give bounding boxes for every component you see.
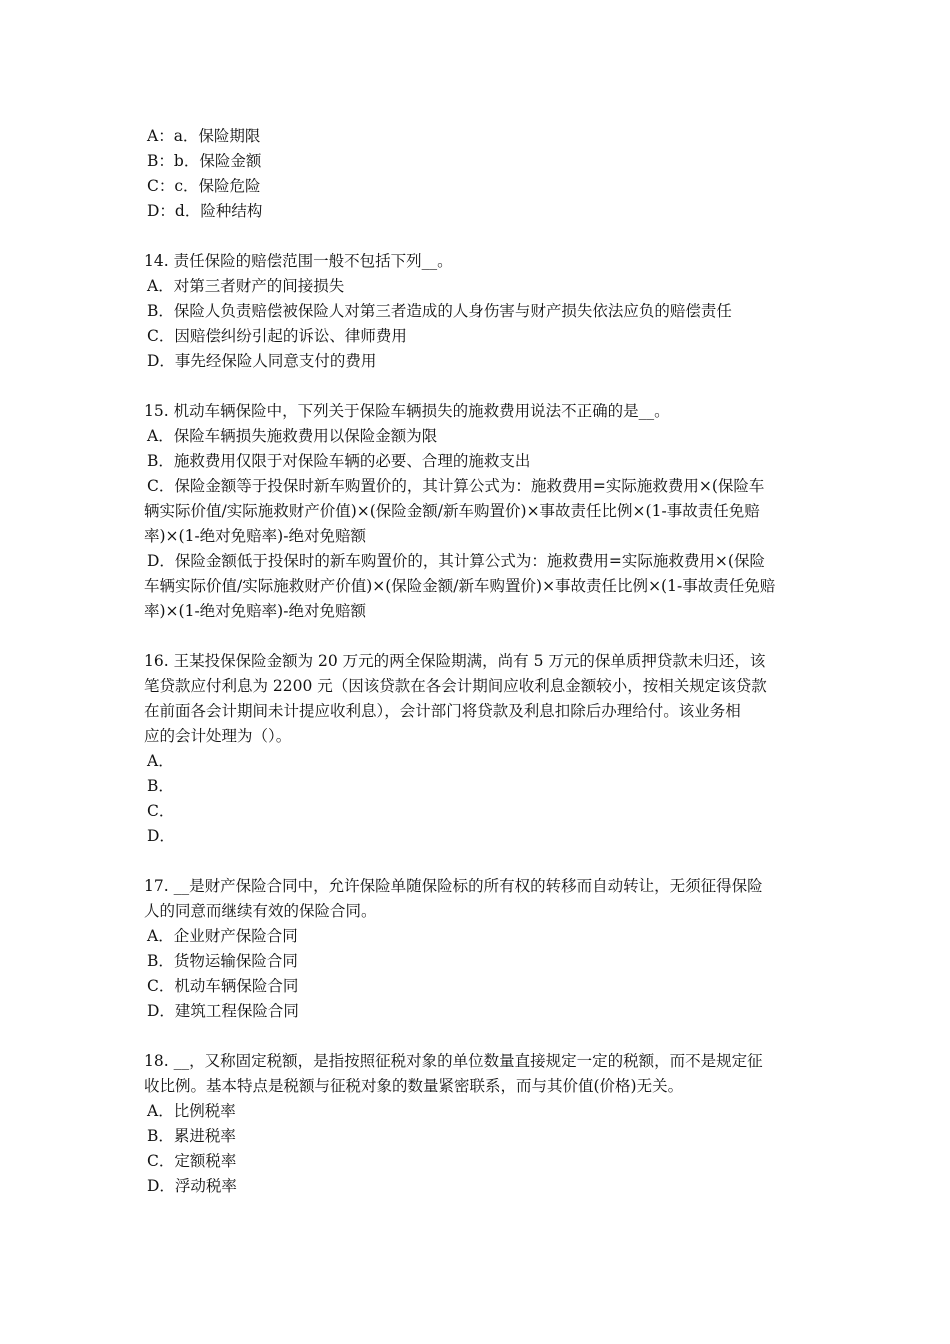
option-b: B．保险人负责赔偿被保险人对第三者造成的人身伤害与财产损失依法应负的赔偿责任	[147, 302, 732, 320]
option-a: A．对第三者财产的间接损失	[147, 277, 345, 295]
option-line: C．保险金额等于投保时新车购置价的，其计算公式为：施救费用=实际施救费用×(保险车	[147, 477, 765, 495]
option-d: D．	[147, 827, 175, 845]
option-b: B．货物运输保险合同	[147, 952, 298, 970]
option-b: B：b．保险金额	[147, 152, 262, 170]
option-a: A．企业财产保险合同	[147, 927, 298, 945]
stem-line: 应的会计处理为（）。	[144, 727, 292, 745]
question-14	[144, 249, 809, 374]
option-b: B．施救费用仅限于对保险车辆的必要、合理的施救支出	[147, 452, 531, 470]
option-line: 率)×(1-绝对免赔率)-绝对免赔额	[144, 527, 366, 545]
question-16	[144, 649, 809, 849]
option-line: 率)×(1-绝对免赔率)-绝对免赔额	[144, 602, 366, 620]
option-a: A．	[147, 752, 174, 770]
option-line: 辆实际价值/实际施救财产价值)×(保险金额/新车购置价)×事故责任比例×(1-事故责任免赔	[144, 502, 760, 520]
stem-line: 笔贷款应付利息为 2200 元（因该贷款在各会计期间应收利息金额较小，按相关规定该贷款	[144, 677, 767, 695]
question-15	[144, 399, 809, 624]
option-c: C．因赔偿纠纷引起的诉讼、律师费用	[147, 327, 407, 345]
option-a: A．比例税率	[147, 1102, 236, 1120]
option-c: C：c．保险危险	[147, 177, 261, 195]
question-stem	[144, 649, 809, 749]
option-a: A：a．保险期限	[147, 127, 261, 145]
option-line: 车辆实际价值/实际施救财产价值)×(保险金额/新车购置价)×事故责任比例×(1-事故责任免赔	[144, 577, 776, 595]
option-b: B．	[147, 777, 174, 795]
prev-question-options	[144, 124, 809, 224]
option-a: A．保险车辆损失施救费用以保险金额为限	[147, 427, 438, 445]
option-b: B．累进税率	[147, 1127, 236, 1145]
stem-line: 收比例。基本特点是税额与征税对象的数量紧密联系，而与其价值(价格)无关。	[144, 1077, 684, 1095]
option-d	[144, 549, 809, 624]
stem-line: 在前面各会计期间未计提应收利息），会计部门将贷款及利息扣除后办理给付。该业务相	[144, 702, 741, 720]
option-d: D．事先经保险人同意支付的费用	[147, 352, 377, 370]
option-d: D：d．险种结构	[147, 202, 263, 220]
question-stem: 15. 机动车辆保险中，下列关于保险车辆损失的施救费用说法不正确的是__。	[144, 402, 670, 420]
question-18	[144, 1049, 809, 1199]
option-c: C．	[147, 802, 175, 820]
option-d: D．浮动税率	[147, 1177, 237, 1195]
option-line: D．保险金额低于投保时的新车购置价的，其计算公式为：施救费用=实际施救费用×(保险	[147, 552, 765, 570]
option-c: C．定额税率	[147, 1152, 237, 1170]
question-stem: 14. 责任保险的赔偿范围一般不包括下列__。	[144, 252, 453, 270]
stem-line: 17. __是财产保险合同中，允许保险单随保险标的所有权的转移而自动转让，无须征得保险	[144, 877, 763, 895]
question-17	[144, 874, 809, 1024]
stem-line: 16. 王某投保保险金额为 20 万元的两全保险期满，尚有 5 万元的保单质押贷款未归还，该	[144, 652, 766, 670]
question-stem	[144, 874, 809, 924]
content-column	[144, 124, 809, 1199]
stem-line: 18. __，又称固定税额，是指按照征税对象的单位数量直接规定一定的税额，而不是规定征	[144, 1052, 763, 1070]
option-c	[144, 474, 809, 549]
option-c: C．机动车辆保险合同	[147, 977, 299, 995]
option-d: D．建筑工程保险合同	[147, 1002, 299, 1020]
stem-line: 人的同意而继续有效的保险合同。	[144, 902, 377, 920]
question-stem	[144, 1049, 809, 1099]
